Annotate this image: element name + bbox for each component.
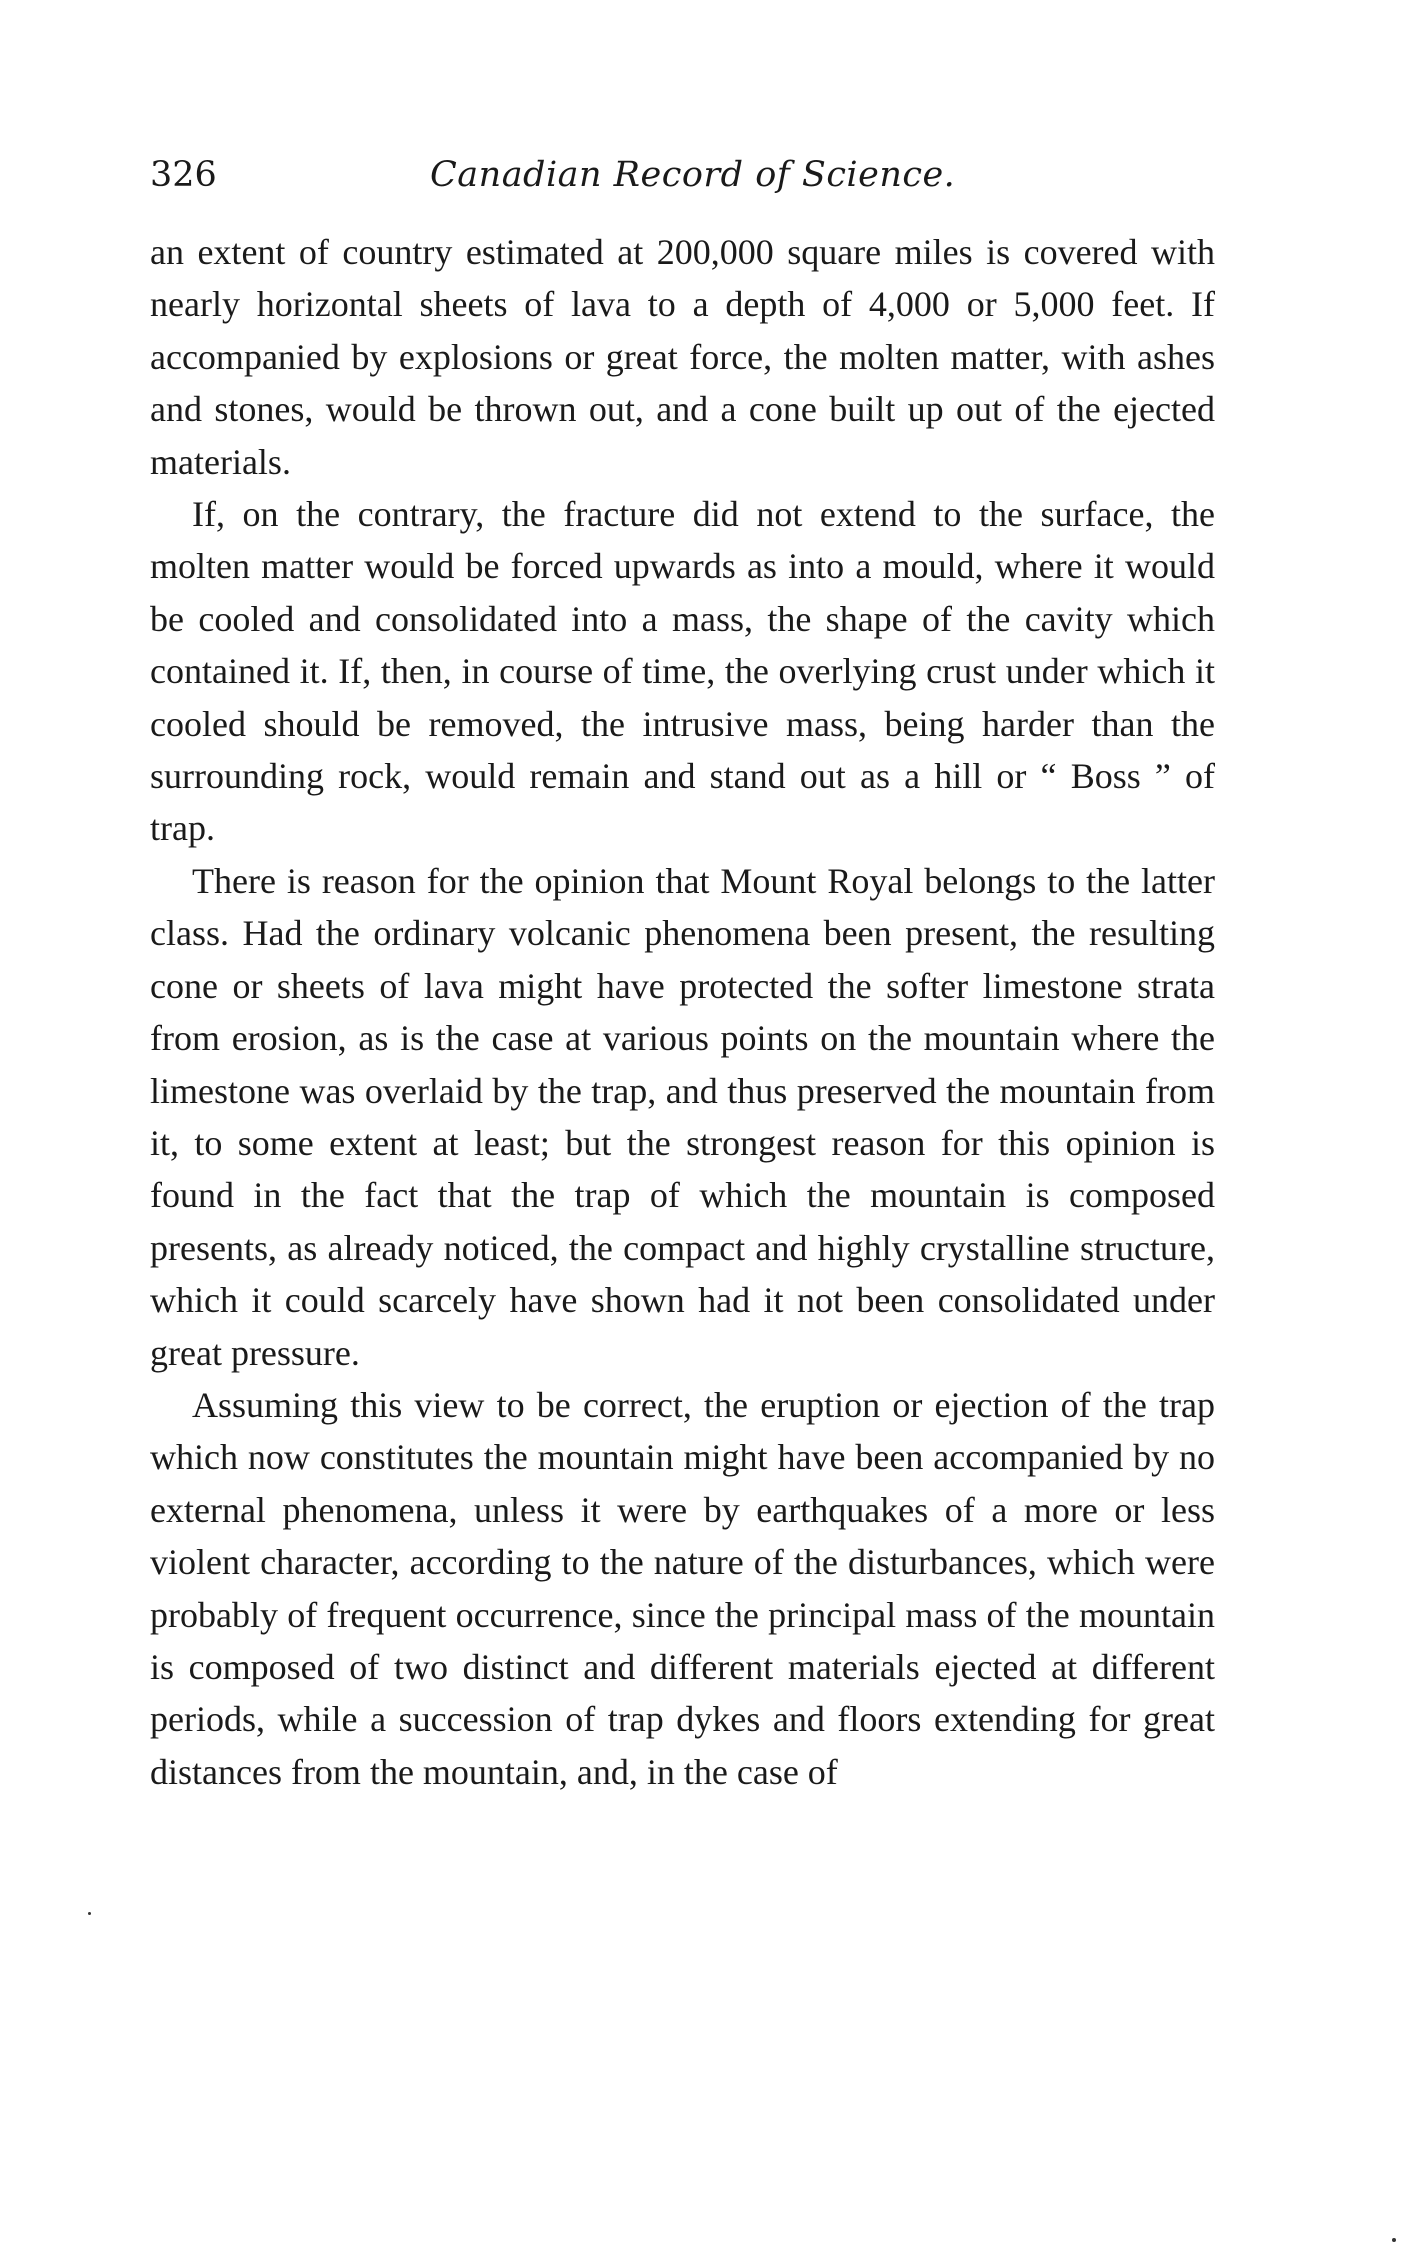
page-header	[150, 140, 1215, 210]
body-text	[150, 226, 1215, 1798]
book-page	[150, 140, 1215, 1798]
paragraph: There is reason for the opinion that Mount Royal belongs to the latter class. Had the ordinary volcanic phenomena been present, the resulting cone or sheets of lava might have protected the softer limestone strata from erosion, as is the case at various points on the mountain where the limestone was overlaid by the trap, and thus preserved the mountain from it, to some extent at least; but the strongest reason for this opinion is found in the fact that the trap of which the mountain is composed presents, as already noticed, the compact and highly crystalline structure, which it could scarcely have shown had it not been consolidated under great pressure.	[150, 860, 1215, 1373]
scan-speck	[1392, 2238, 1396, 2242]
page-number: 326	[150, 155, 217, 195]
running-title: Canadian Record of Science.	[430, 155, 956, 195]
paragraph: If, on the contrary, the fracture did not extend to the surface, the molten matter would be forced upwards as into a mould, where it would be cooled and consolidated into a mass, the shape of the cavity which contained it. If, then, in course of time, the overlying crust under which it cooled should be removed, the intrusive mass, being harder than the surrounding rock, would remain and stand out as a hill or “ Boss ” of trap.	[150, 494, 1215, 849]
paragraph-continued: an extent of country estimated at 200,000 square miles is covered with nearly horizontal sheets of lava to a depth of 4,000 or 5,000 feet. If accompanied by explosions or great force, the molten matter, with ashes and stones, would be thrown out, and a cone built up out of the ejected materials.	[150, 232, 1215, 482]
scan-speck	[88, 1912, 91, 1915]
paragraph: Assuming this view to be correct, the eruption or ejection of the trap which now constitutes the mountain might have been accompanied by no external phenomena, unless it were by earthquakes of a more or less violent character, according to the nature of the disturbances, which were probably of frequent occurrence, since the principal mass of the mountain is composed of two distinct and different materials ejected at different periods, while a succession of trap dykes and floors extending for great distances from the mountain, and, in the case of	[150, 1384, 1215, 1792]
